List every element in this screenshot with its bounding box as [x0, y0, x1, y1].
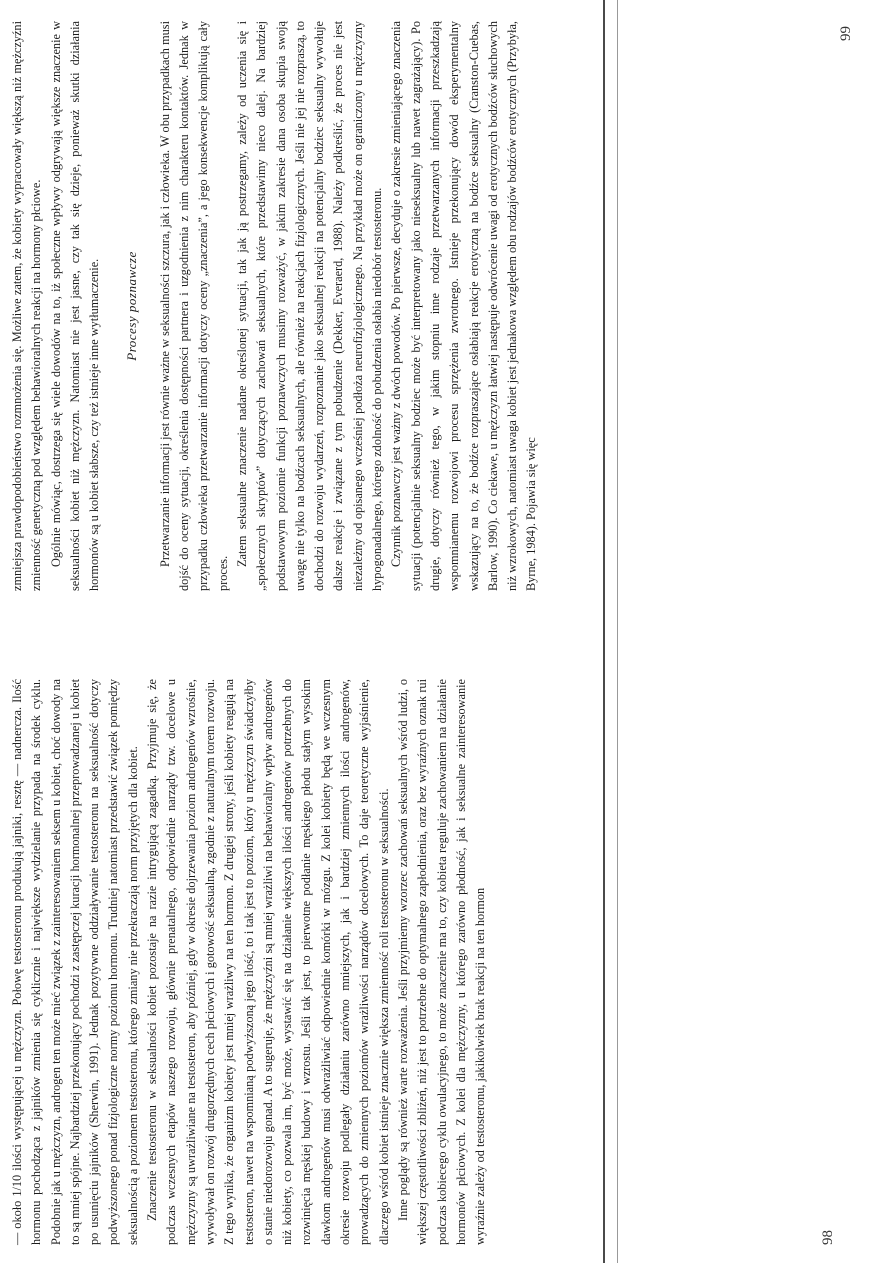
right-page-number: 99 [838, 26, 854, 41]
left-page-number: 98 [820, 1230, 836, 1245]
left-page-body [8, 679, 490, 1245]
right-page-body [8, 21, 542, 591]
paragraph: Przetwarzanie informacji jest równie ważne w seksualności szczura, jak i człowieka. W obu przypadkach musi dojść do oceny sytuacji, określenia dostępności partnera i uzgodnienia z nim charakteru kontaktów. Jednak w przypadku człowieka przetwarzanie informacji dotyczy oceny „znaczenia”, a jego konsekwencje komplikują cały proces. [157, 21, 230, 591]
page-fold-line [617, 0, 618, 1263]
paragraph: Znaczenie testosteronu w seksualności kobiet pozostaje na razie intrygującą zagadką. Przyjmuje się, że podczas wczesnych etapów naszego rozwoju, głównie prenatalnego, odpowiednie narządy tzw. docelowe u mężczyzny są uwrażliwiane na testosteron, aby później, gdy w okresie dojrzewania poziom androgenów wzrośnie, wywoływał on rozwój drugorzędnych cech płciowych i gotowość seksualną, zgodnie z naturalnym torem rozwoju. Z tego wynika, że organizm kobiety jest mniej wrażliwy na ten hormon. Z drugiej strony, jeśli kobiety reagują na testosteron, nawet na wspomnianą podwyższoną jego ilość, to i tak jest to poziom, który u mężczyzn świadczyłby o stanie niedorozwoju gonad. A to sugeruje, że mężczyźni są mniej wrażliwi na behawioralny wpływ androgenów niż kobiety, co pozwala im, być może, wystawić się na działanie większych ilości androgenów potrzebnych do rozwinięcia męskiej budowy i wzrostu. Jeśli tak jest, to pierwotne podłanie męskiego płodu stałym wysokim dawkom androgenów musi odwrażliwiać odpowiednie komórki w mózgu. Z kolei kobiety będą we wczesnym okresie rozwoju podlegały działaniu zarówno mniejszych, jak i bardziej zmiennych ilości androgenów, prowadzących do zmiennych poziomów wrażliwości narządów docelowych. To daje teoretyczne wyjaśnienie, dlaczego wśród kobiet istnieje znacznie większa zmienność roli testosteronu w seksualności. [145, 679, 391, 1245]
paragraph: Czynnik poznawczy jest ważny z dwóch powodów. Po pierwsze, decyduje o zakresie zmieniającego znaczenia sytuacji (potencjalnie seksualny bodziec może być interpretowany jako nieseksualny lub nawet zagrażający). Po drugie, dotyczy również tego, w jakim stopniu inne rodzaje przetwarzanych informacji przeszkadzają wspomnianemu rozwojowi procesu sprzężenia zwrotnego. Istnieje przekonujący dowód eksperymentalny wskazujący na to, że bodźce rozpraszające osłabiają reakcje erotyczną na bodźce seksualny (Cranston-Cuebas, Barlow, 1990). Co ciekawe, u mężczyzn łatwiej następuje odwrócenie uwagi od erotycznych bodźców słuchowych niż wzrokowych, natomiast uwaga kobiet jest jednakowa względem obu rodzajów bodźców erotycznych (Przybyła, Byrne, 1984). Pojawia się więc [389, 21, 539, 591]
paragraph: Inne poglądy są również warte rozważenia. Jeśli przyjmiemy wzorzec zachowań seksualnych wśród ludzi, o większej częstotliwości zbliżeń, niż jest to potrzebne do optymalnego zapłodnienia, oraz bez wyraźnych oznak rui podczas kobiecego cyklu owulacyjnego, to może znaczenie ma to, czy kobieta reguluje zachowaniem na działanie hormonów płciowych. Z kolei dla mężczyzny, u którego zarówno płodność, jak i seksualne zainteresowanie wyraźnie zależy od testosteronu, jakikolwiek brak reakcji na ten hormon [395, 679, 488, 1245]
paragraph: zmniejsza prawdopodobieństwo rozmnożenia się. Możliwe zatem, że kobiety wypracowały większą niż mężczyźni zmienność genetyczną pod względem behawioralnych reakcji na hormony płciowe. [10, 21, 44, 591]
page-fold-shadow [603, 0, 605, 1263]
paragraph: Ogólnie mówiąc, dostrzega się wiele dowodów na to, iż społeczne wpływy odgrywają większe znaczenie w seksualności kobiet niż mężczyzn. Natomiast nie jest jasne, czy tak się dzieje, ponieważ skutki działania hormonów są u kobiet słabsze, czy też istnieje inne wytłumaczenie. [48, 21, 102, 591]
section-heading: Procesy poznawcze [124, 251, 140, 361]
paragraph: Zatem seksualne znaczenie nadane określonej sytuacji, tak jak ją postrzegamy, zależy od uczenia się i „społecznych skryptów” dotyczących zachowań seksualnych, które przedstawimy nieco dalej. Na bardziej podstawowym poziomie funkcji poznawczych musimy rozważyć, w jakim zakresie dana osoba skupia swoją uwagę nie tylko na bodźcach seksualnych, ale również na reakcjach fizjologicznych. Jeśli nie jej nie rozpraszą, to dochodzi do rozwoju wydarzeń, rozpoznanie jako seksualnej reakcji na potencjalny bodziec seksualny wywołuje dalsze reakcje i związane z tym pobudzenie (Dekker, Everaerd, 1988). Należy podkreślić, że proces nie jest niezależny od opisanego wcześniej podłoża neurofizjologicznego. Na przykład może on ograniczony u mężczyzny hypogonadalnego, którego zdolność do pobudzenia osłabia niedobór testosteronu. [234, 21, 385, 591]
left-page [0, 633, 893, 1263]
paragraph: — około 1/10 ilości występującej u mężczyzn. Połowę testosteronu produkują jajniki, resztę — nadnercza. Ilość hormonu pochodząca z jajników zmienia się cyklicznie i największe wydzielanie przypada na środek cyklu. Podobnie jak u mężczyzn, androgen ten może mieć związek z zainteresowaniem seksem u kobiet, choć dowody na to są mniej spójne. Najbardziej przekonujący pochodzi z zastępczej kuracji hormonalnej przeprowadzanej u kobiet po usunięciu jajników (Sherwin, 1991). Jednak pozytywne oddziaływanie testosteronu na seksualność dotyczy podwyższonego ponad fizjologiczne normy poziomu hormonu. Trudniej natomiast przedstawić związek pomiędzy seksualnością a poziomem testosteronu, którego zmiany nie przekraczają norm przyjętych dla kobiet. [10, 679, 140, 1245]
